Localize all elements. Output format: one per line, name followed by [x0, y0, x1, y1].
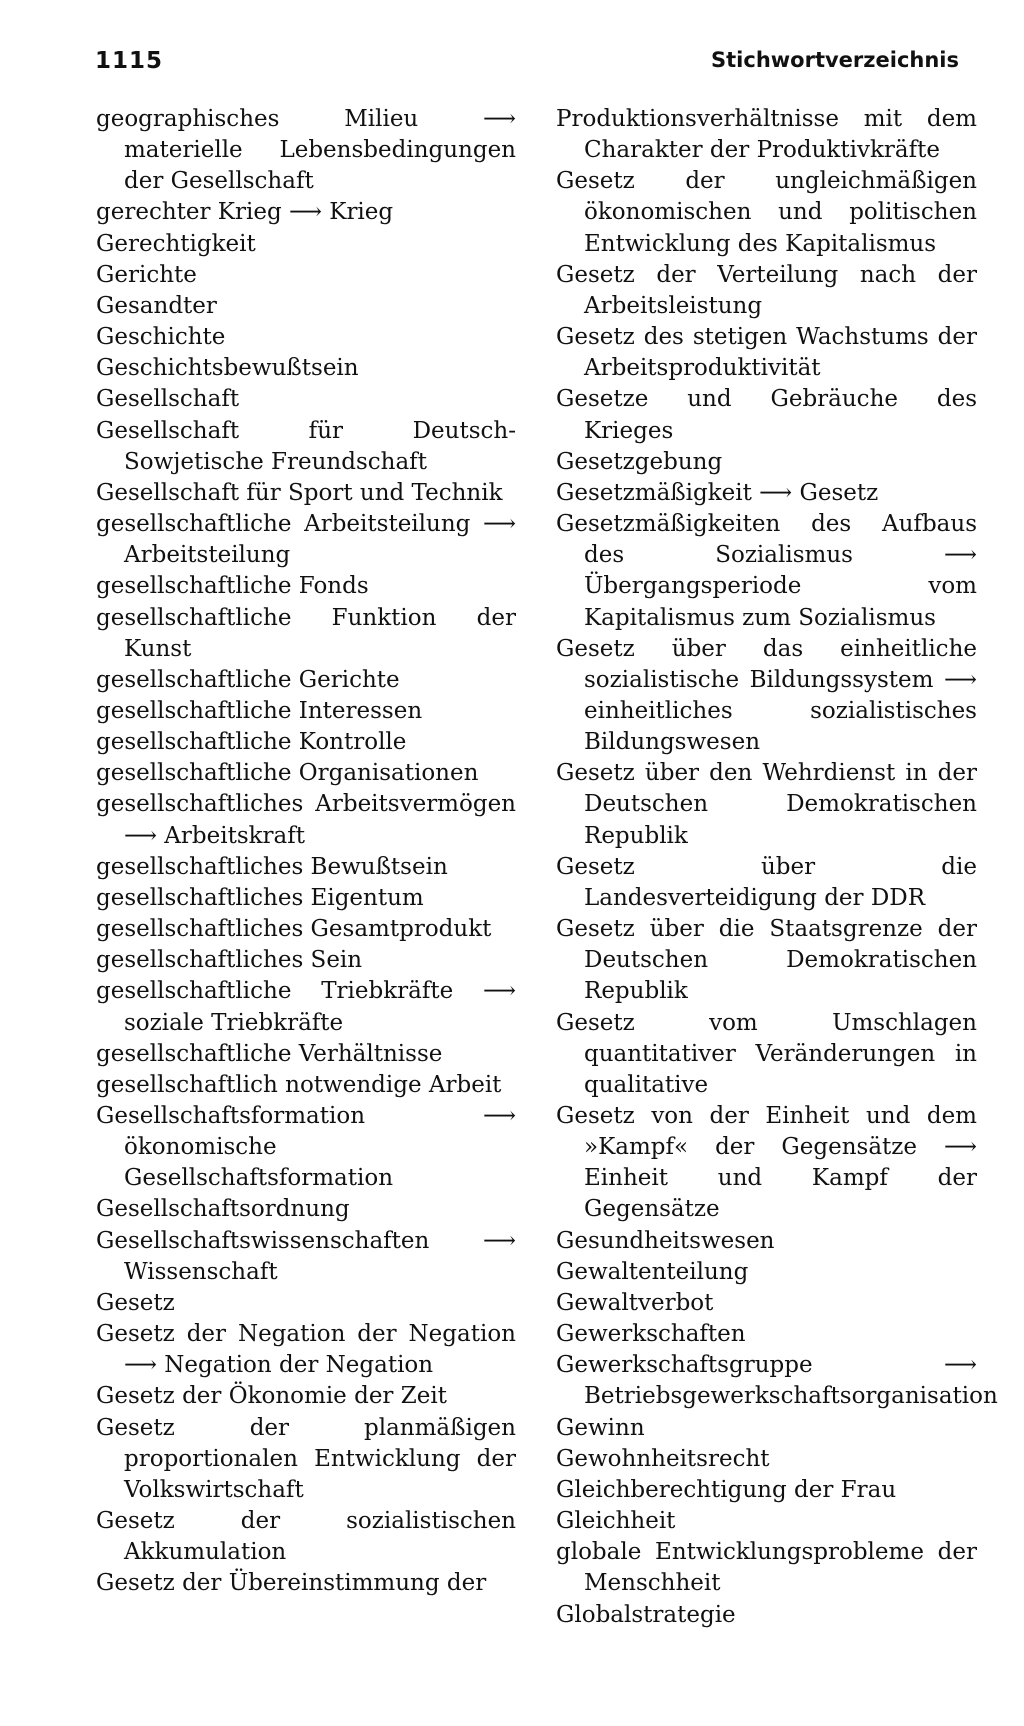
index-entry: Gesetz über die Staatsgrenze der Deutschen Demokratischen Republik	[556, 916, 977, 1005]
index-entry: Gleichberechtigung der Frau	[556, 1476, 897, 1503]
index-entry: Gesetz des stetigen Wachstums der Arbeitsproduktivität	[556, 324, 977, 382]
index-entry: gesellschaftliche Interessen	[96, 697, 423, 724]
index-entry: Gesetz von der Einheit und dem »Kampf« der Gegensätze ⟶ Einheit und Kampf der Gegensätze	[556, 1103, 977, 1223]
index-entry: gesellschaftliches Eigentum	[96, 884, 424, 911]
index-entry: Gesellschaftsformation ⟶ ökonomische Gesellschaftsformation	[96, 1103, 516, 1192]
index-entry: Gesellschaft für Sport und Technik	[96, 479, 503, 506]
index-column-right	[556, 104, 998, 1631]
index-entry: gesellschaftliche Kontrolle	[96, 729, 407, 756]
page-header	[95, 48, 959, 82]
index-entry: gesellschaftliches Sein	[96, 947, 363, 974]
index-column-left	[96, 104, 516, 1600]
index-entry: Gesetzmäßigkeiten des Aufbaus des Sozialismus ⟶ Übergangsperiode vom Kapitalismus zum Sozialismus	[556, 511, 977, 631]
index-entry: Gewaltenteilung	[556, 1258, 749, 1285]
index-entry: Gesellschaftswissenschaften ⟶ Wissenschaft	[96, 1227, 516, 1285]
index-entry: gesellschaftliche Triebkräfte ⟶ soziale Triebkräfte	[96, 978, 516, 1036]
index-entry: gesellschaftliche Funktion der Kunst	[96, 604, 516, 662]
index-entry: Gesetz der Negation der Negation ⟶ Negation der Negation	[96, 1321, 516, 1379]
index-entry: gesellschaftliches Arbeitsvermögen ⟶ Arbeitskraft	[96, 791, 516, 849]
index-entry: Gesetzmäßigkeit ⟶ Gesetz	[556, 479, 879, 506]
index-entry: gesellschaftliche Arbeitsteilung ⟶ Arbeitsteilung	[96, 511, 516, 569]
index-entry: gesellschaftliche Gerichte	[96, 666, 400, 693]
index-entry: gesellschaftliche Verhältnisse	[96, 1040, 443, 1067]
index-entry: Gewinn	[556, 1414, 645, 1441]
index-entry: Gesellschaft	[96, 386, 240, 413]
index-entry: Gesetz der sozialistischen Akkumulation	[96, 1508, 516, 1566]
index-entry: Gerichte	[96, 261, 197, 288]
index-entry: Gewaltverbot	[556, 1289, 714, 1316]
index-entry: Gesetz über das einheitliche sozialistische Bildungssystem ⟶ einheitliches sozialistisches Bildungswesen	[556, 635, 977, 756]
index-entry: Gewerkschaften	[556, 1321, 746, 1348]
index-entry: Gerechtigkeit	[96, 230, 256, 257]
index-entry: Globalstrategie	[556, 1601, 736, 1628]
index-entry: gesellschaftlich notwendige Arbeit	[96, 1071, 502, 1098]
index-entry: Gesetz vom Umschlagen quantitativer Veränderungen in qualitative	[556, 1009, 977, 1098]
index-entry: Gesetz der ungleichmäßigen ökonomischen und politischen Entwicklung des Kapitalismus	[556, 168, 977, 257]
index-entry: Gesetz über den Wehrdienst in der Deutschen Demokratischen Republik	[556, 760, 977, 849]
index-entry: Gesellschaftsordnung	[96, 1196, 350, 1223]
index-entry: gesellschaftliches Gesamtprodukt	[96, 916, 492, 943]
index-entry: gesellschaftliche Fonds	[96, 573, 369, 600]
index-entry: Gesundheitswesen	[556, 1227, 775, 1254]
index-entry: Gewerkschaftsgruppe ⟶ Betriebsgewerkschaftsorganisation	[556, 1352, 998, 1410]
index-entry: gerechter Krieg ⟶ Krieg	[96, 199, 394, 226]
index-entry: Gesetz der planmäßigen proportionalen Entwicklung der Volkswirtschaft	[96, 1414, 516, 1503]
index-entry: globale Entwicklungsprobleme der Menschheit	[556, 1539, 977, 1597]
index-entry: Gleichheit	[556, 1508, 676, 1535]
index-entry: Produktionsverhältnisse mit dem Charakter der Produktivkräfte	[556, 106, 977, 164]
index-entry: gesellschaftliches Bewußtsein	[96, 853, 448, 880]
index-entry: Gewohnheitsrecht	[556, 1445, 770, 1472]
index-entry: Gesetz der Übereinstimmung der	[96, 1570, 487, 1597]
index-entry: Gesetze und Gebräuche des Krieges	[556, 386, 977, 444]
index-entry: Gesetz der Ökonomie der Zeit	[96, 1383, 447, 1410]
index-entry: Gesetzgebung	[556, 448, 723, 475]
index-entry: Gesetz über die Landesverteidigung der DDR	[556, 853, 977, 911]
index-entry: Gesetz der Verteilung nach der Arbeitsleistung	[556, 261, 977, 319]
index-entry: Gesandter	[96, 292, 217, 319]
index-entry: Geschichtsbewußtsein	[96, 355, 359, 382]
running-head: Stichwortverzeichnis	[711, 48, 959, 72]
index-entry: geographisches Milieu ⟶ materielle Lebensbedingungen der Gesellschaft	[96, 106, 516, 195]
index-entry: Gesellschaft für Deutsch-Sowjetische Freundschaft	[96, 417, 516, 475]
index-entry: Gesetz	[96, 1289, 175, 1316]
index-entry: Geschichte	[96, 324, 226, 351]
page-number: 1115	[95, 48, 164, 74]
index-entry: gesellschaftliche Organisationen	[96, 760, 479, 787]
